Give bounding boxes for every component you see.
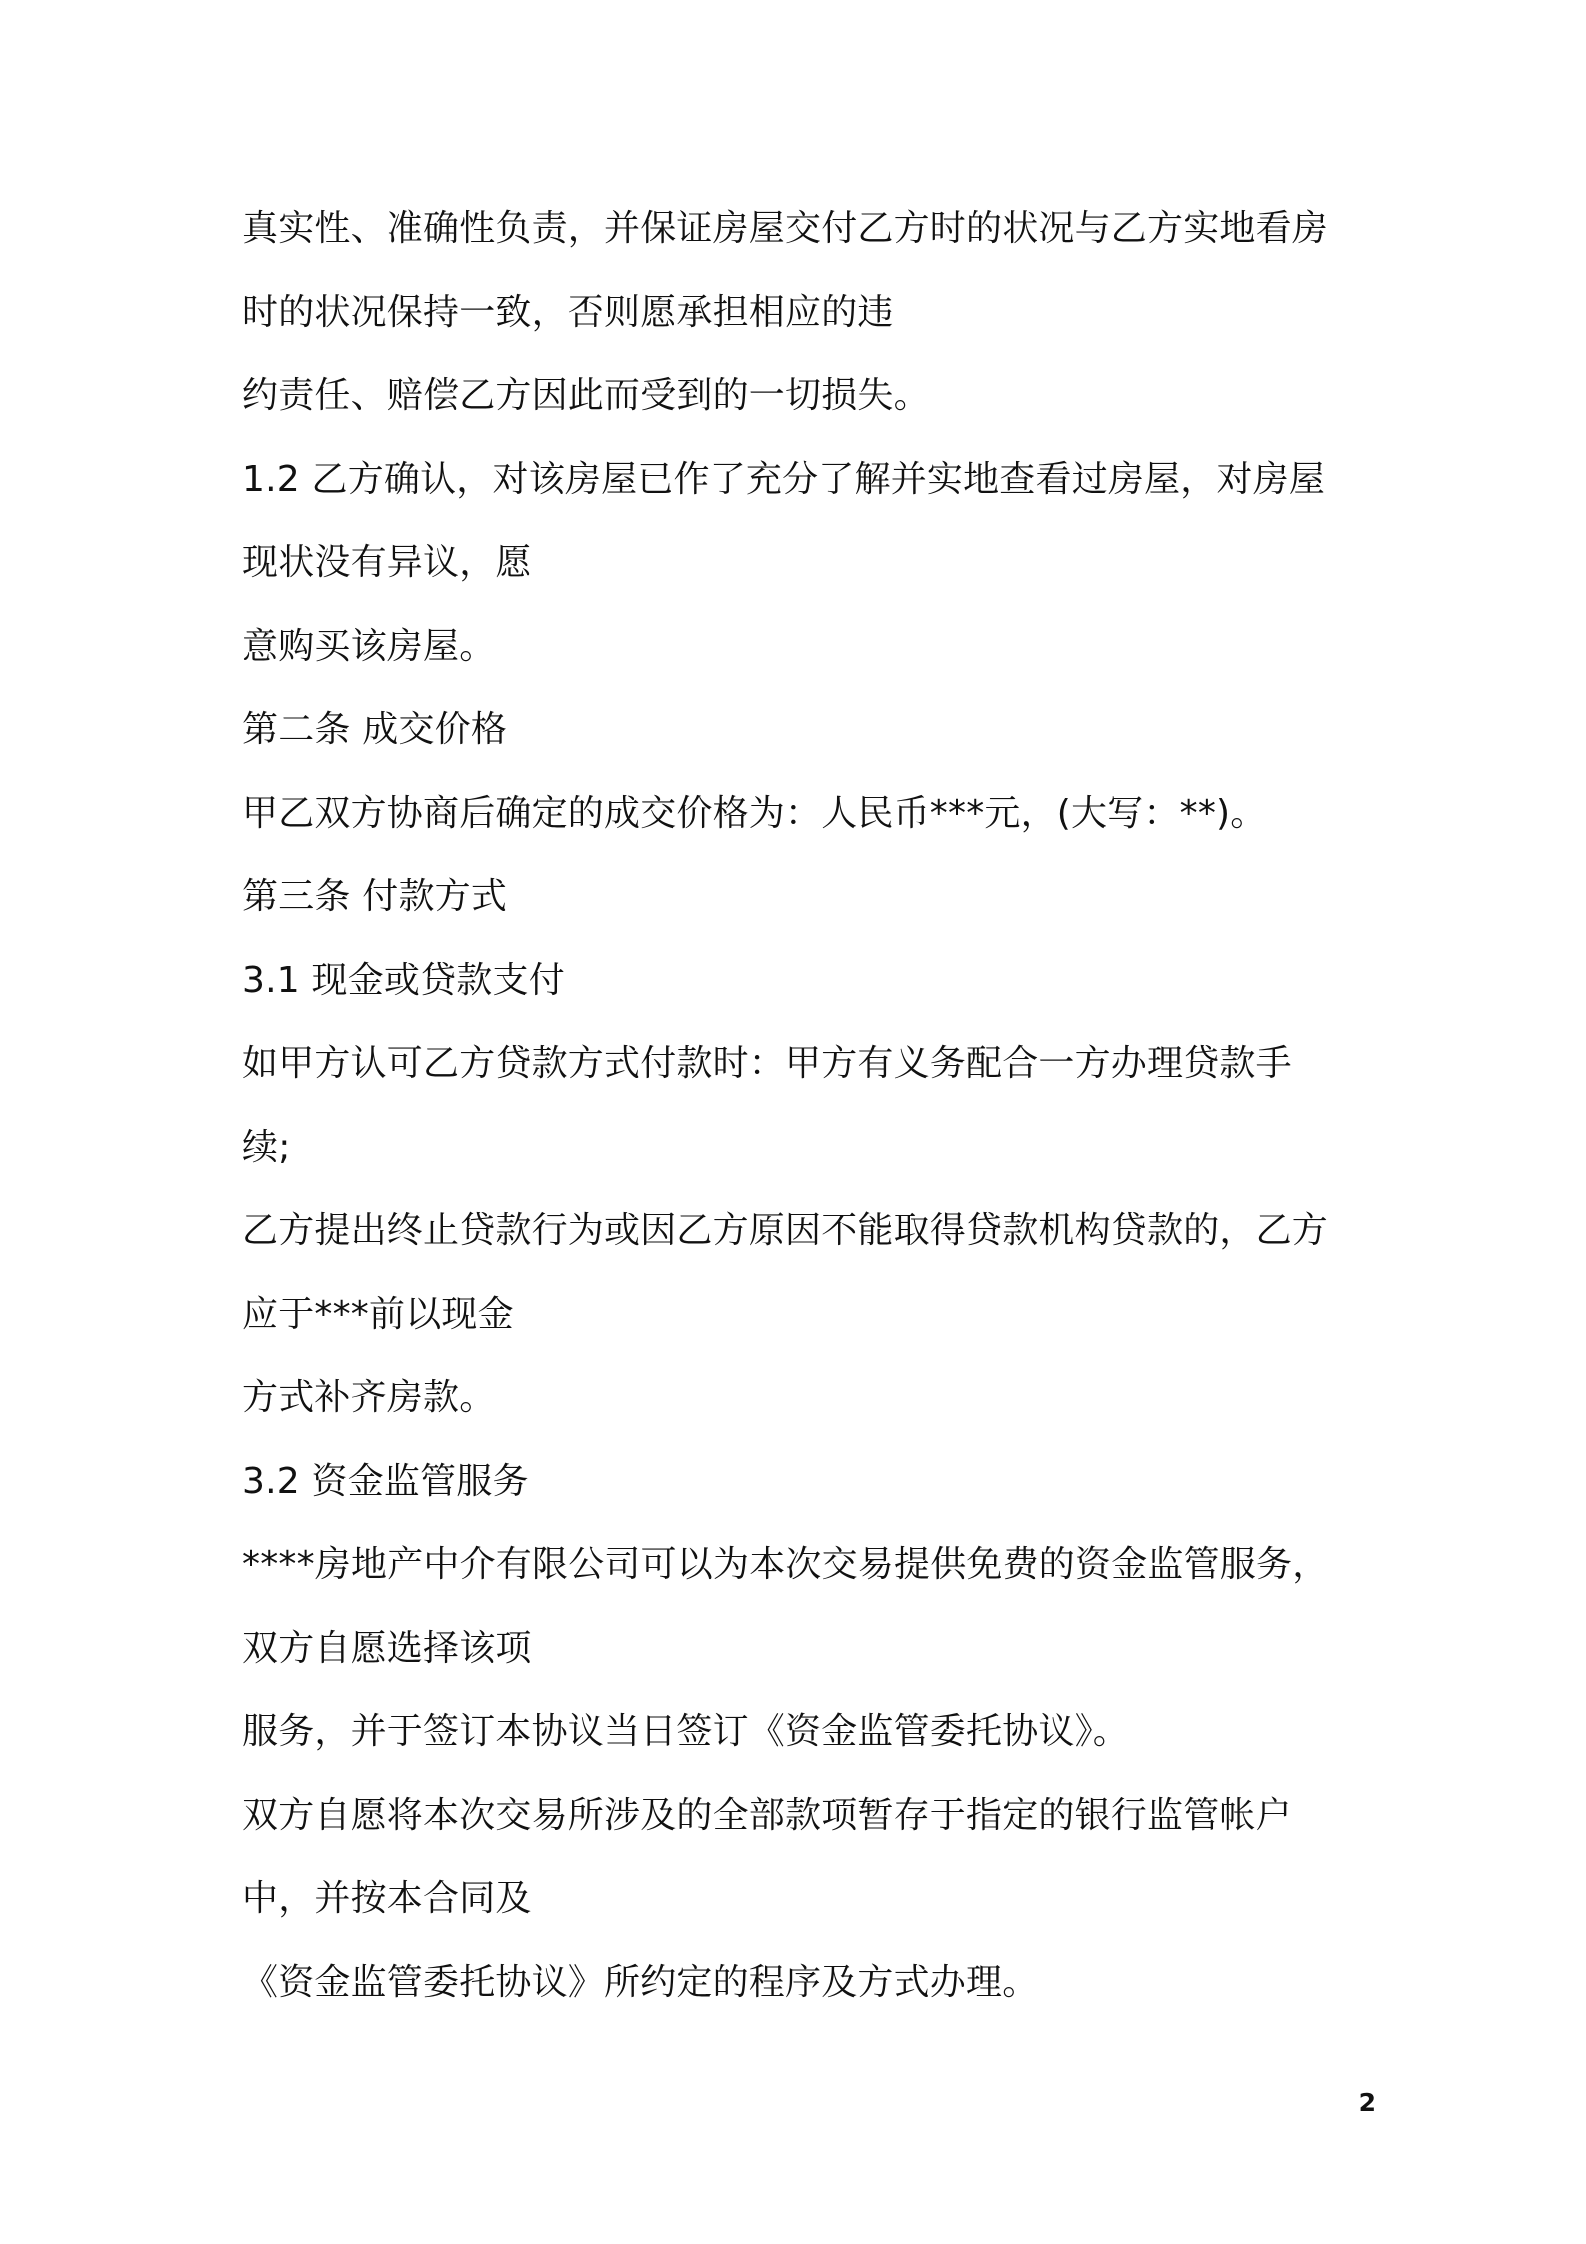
section-1-2-line: 1.2 乙方确认，对该房屋已作了充分了解并实地查看过房屋，对房屋 <box>242 458 1326 500</box>
text-line: 方式补齐房款。 <box>242 1377 496 1418</box>
text-line: 真实性、准确性负责，并保证房屋交付乙方时的状况与乙方实地看房 <box>242 208 1329 249</box>
article-3-heading: 第三条 付款方式 <box>242 876 508 917</box>
text-line: 乙方提出终止贷款行为或因乙方原因不能取得贷款机构贷款的，乙方 <box>242 1210 1329 1251</box>
section-3-1-heading: 3.1 现金或贷款支付 <box>242 959 565 1001</box>
text-line: 服务，并于签订本协议当日签订《资金监管委托协议》。 <box>242 1711 1130 1752</box>
article-2-heading: 第二条 成交价格 <box>242 709 508 750</box>
text-line: 意购买该房屋。 <box>242 625 496 667</box>
text-line: 现状没有异议，愿 <box>242 542 532 583</box>
text-line: 应于***前以现金 <box>242 1293 514 1335</box>
text-line: 双方自愿选择该项 <box>242 1627 532 1669</box>
page-number: 2 <box>1358 2088 1376 2117</box>
text-line: 《资金监管委托协议》所约定的程序及方式办理。 <box>242 1961 1039 2003</box>
section-3-2-heading: 3.2 资金监管服务 <box>242 1460 529 1502</box>
text-line: 中，并按本合同及 <box>242 1878 532 1919</box>
text-line: ****房地产中介有限公司可以为本次交易提供免费的资金监管服务， <box>242 1544 1329 1585</box>
document-body <box>242 197 1362 2034</box>
price-line: 甲乙双方协商后确定的成交价格为：人民币***元，(大写：**)。 <box>242 792 1267 834</box>
text-line: 双方自愿将本次交易所涉及的全部款项暂存于指定的银行监管帐户 <box>242 1794 1292 1836</box>
text-line: 如甲方认可乙方贷款方式付款时：甲方有义务配合一方办理贷款手 <box>242 1043 1292 1084</box>
text-line: 时的状况保持一致，否则愿承担相应的违 <box>242 291 894 333</box>
text-line: 续; <box>242 1126 291 1168</box>
text-line: 约责任、赔偿乙方因此而受到的一切损失。 <box>242 375 930 416</box>
